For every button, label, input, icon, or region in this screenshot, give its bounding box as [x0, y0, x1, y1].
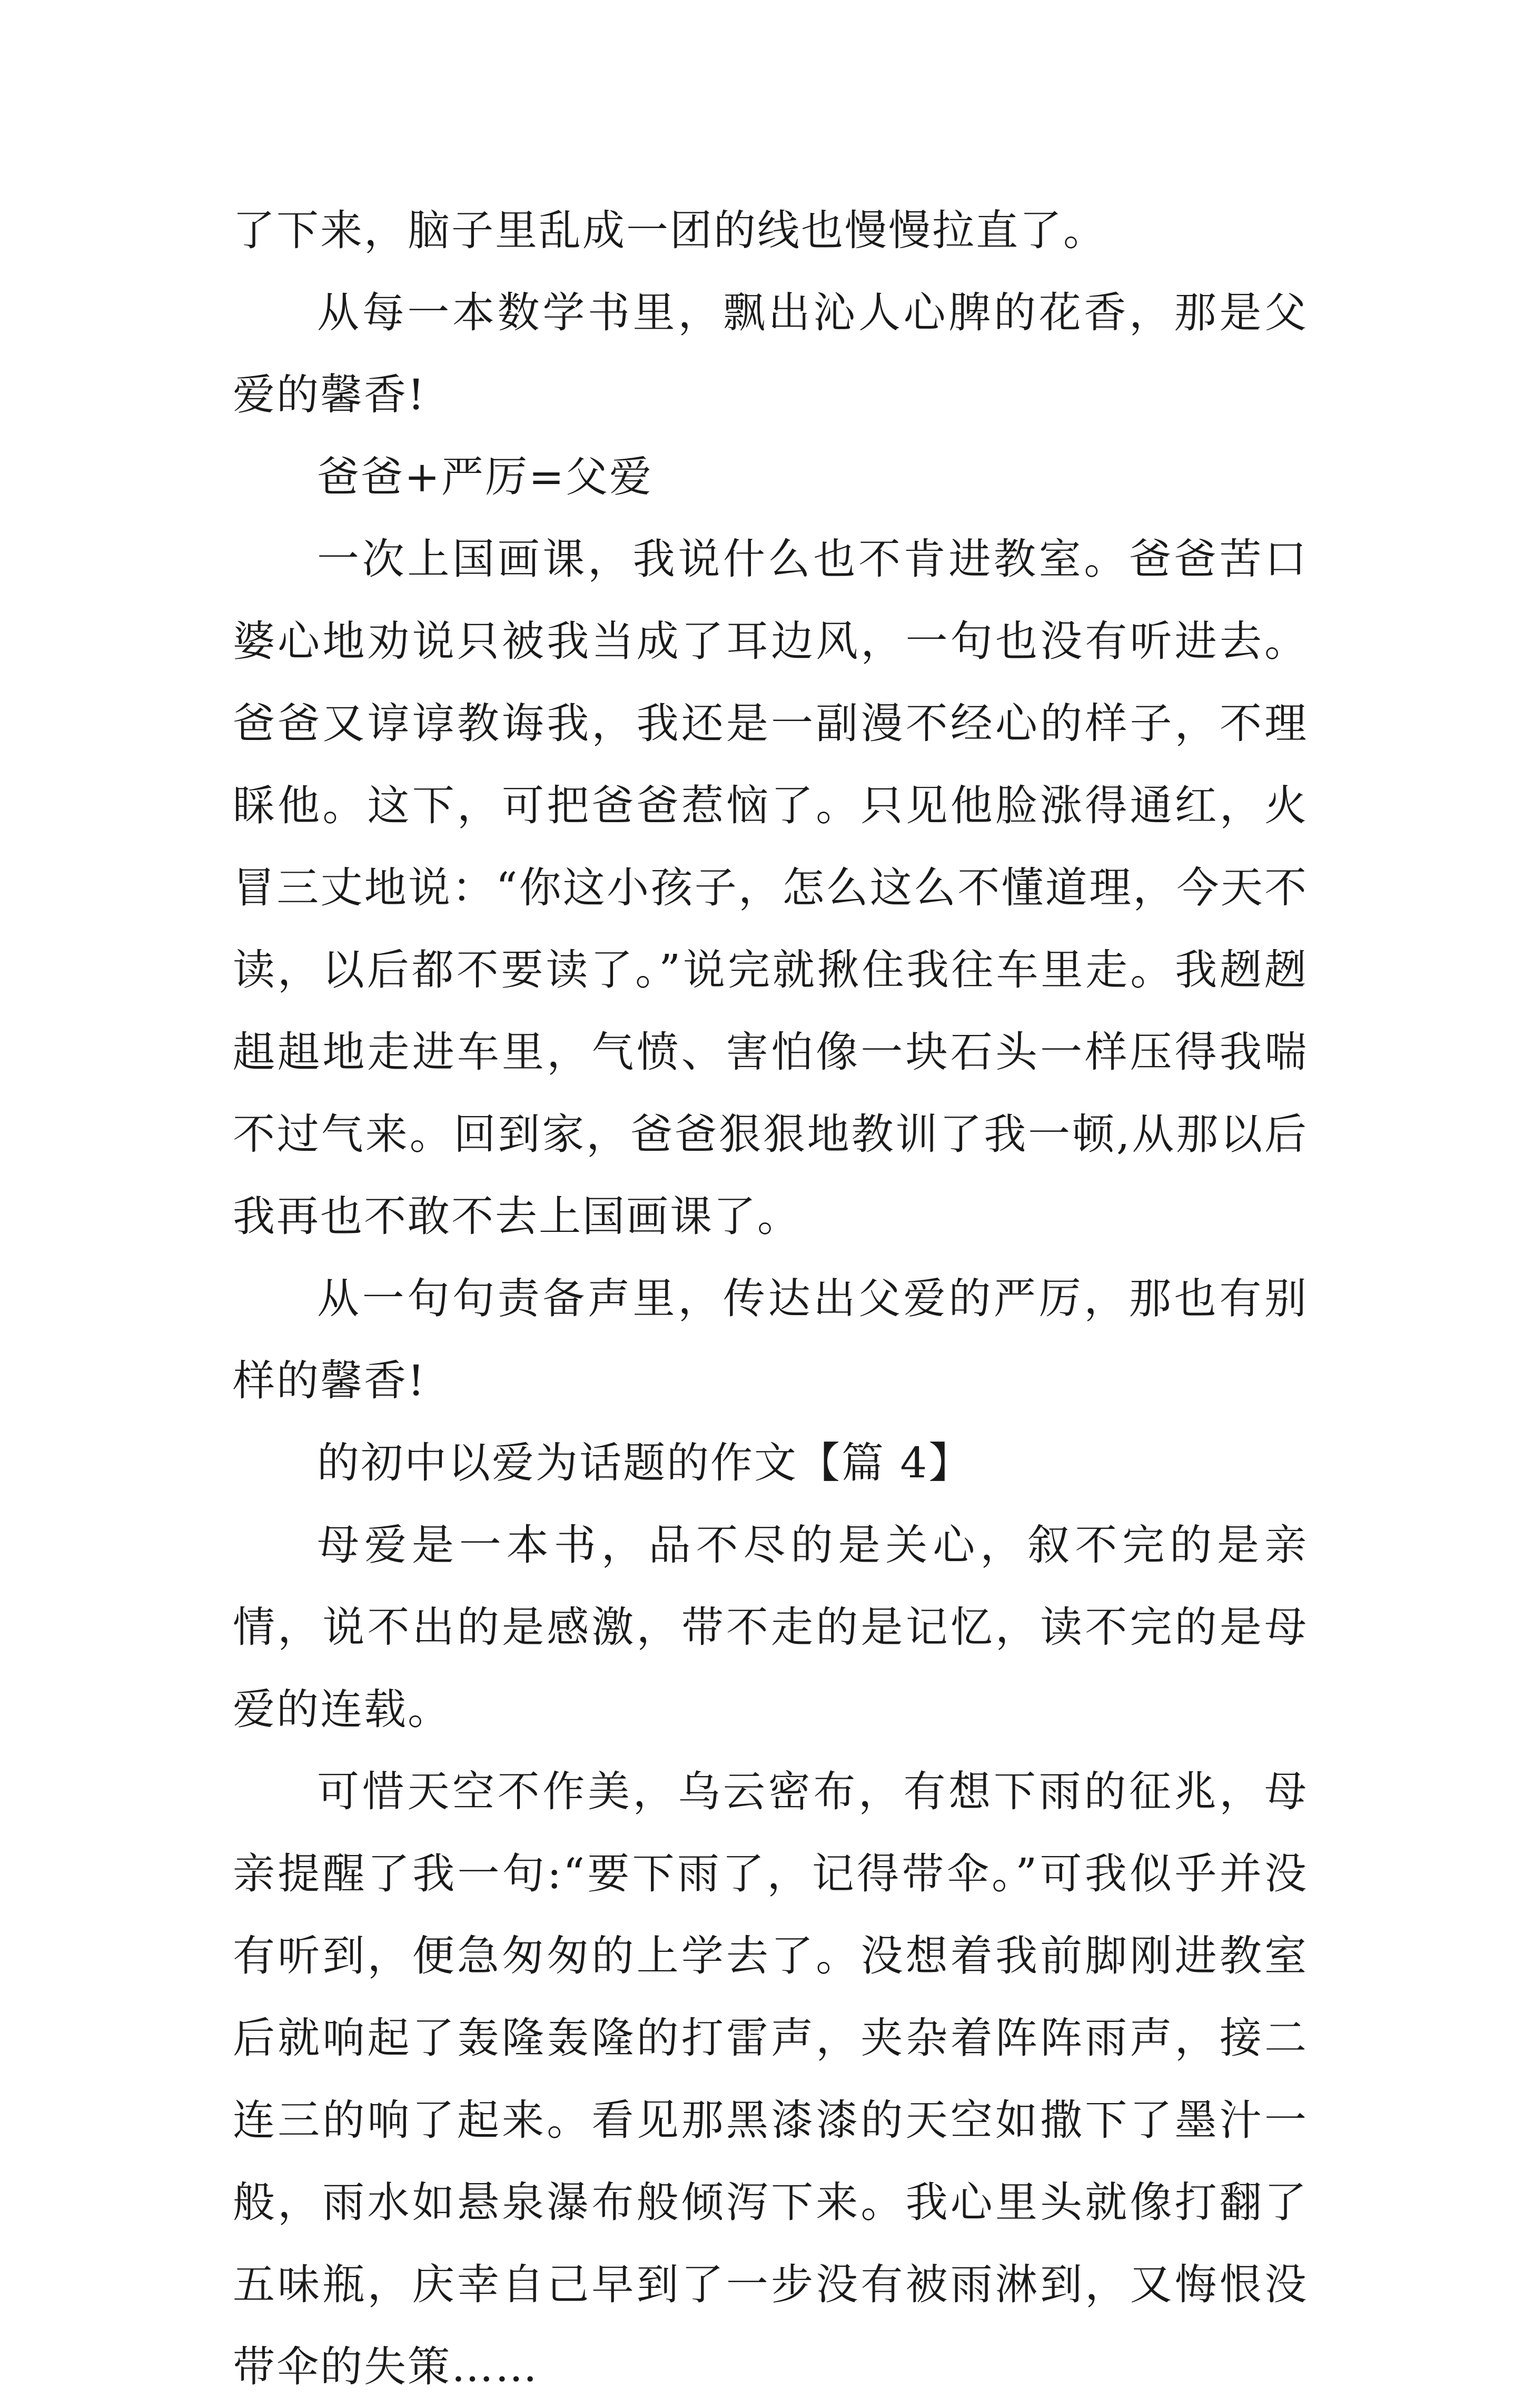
paragraph: 母爱是一本书，品不尽的是关心，叙不完的是亲情，说不出的是感激，带不走的是记忆，读不完的是母爱的连载。	[233, 1521, 1308, 1734]
body-text	[233, 190, 1308, 2408]
section-heading: 爸爸+严厉=父爱	[317, 452, 654, 501]
paragraph-continued: 了下来，脑子里乱成一团的线也慢慢拉直了。	[233, 206, 1107, 255]
paragraph: 从每一本数学书里，飘出沁人心脾的花香，那是父爱的馨香!	[233, 288, 1308, 419]
paragraph: 一次上国画课，我说什么也不肯进教室。爸爸苦口婆心地劝说只被我当成了耳边风，一句也没有听进去。爸爸又谆谆教诲我，我还是一副漫不经心的样子，不理睬他。这下，可把爸爸惹恼了。只见他脸涨得通红，火冒三丈地说：“你这小孩子，怎么这么不懂道理，今天不读，以后都不要读了。”说完就揪住我往车里走。我趔趔趄趄地走进车里，气愤、害怕像一块石头一样压得我喘不过气来。回到家，爸爸狠狠地教训了我一顿,从那以后我再也不敢不去上国画课了。	[233, 535, 1308, 1241]
paragraph: 可惜天空不作美，乌云密布，有想下雨的征兆，母亲提醒了我一句:“要下雨了，记得带伞。”可我似乎并没有听到，便急匆匆的上学去了。没想着我前脚刚进教室后就响起了轰隆轰隆的打雷声，夹杂着阵阵雨声，接二连三的响了起来。看见那黑漆漆的天空如撒下了墨汁一般，雨水如悬泉瀑布般倾泻下来。我心里头就像打翻了五味瓶，庆幸自己早到了一步没有被雨淋到，又悔恨没带伞的失策……	[233, 1767, 1308, 2391]
paragraph: 从一句句责备声里，传达出父爱的严厉，那也有别样的馨香!	[233, 1274, 1308, 1405]
article-heading: 的初中以爱为话题的作文【篇 4】	[317, 1438, 973, 1487]
